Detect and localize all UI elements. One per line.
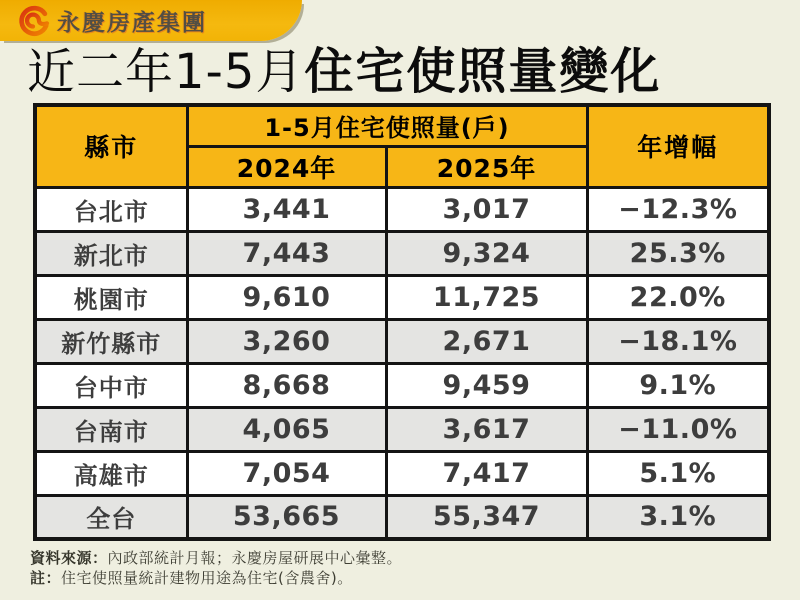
- table-row: [35, 187, 769, 231]
- table-row: [35, 363, 769, 407]
- table-row: [35, 319, 769, 363]
- cell-yoy: 9.1%: [587, 363, 769, 407]
- col-header-yoy: 年增幅: [587, 105, 769, 187]
- housing-permit-table: [33, 103, 771, 541]
- cell-2025: 9,459: [386, 363, 587, 407]
- cell-city: 高雄市: [35, 451, 187, 495]
- cell-2025: 3,017: [386, 187, 587, 231]
- yungching-spiral-icon: [16, 4, 50, 38]
- source-label: 資料來源：: [30, 549, 108, 567]
- cell-city: 台北市: [35, 187, 187, 231]
- col-header-group: 1-5月住宅使照量(戶): [187, 105, 587, 146]
- cell-city: 桃園市: [35, 275, 187, 319]
- cell-2025: 3,617: [386, 407, 587, 451]
- table-row: [35, 407, 769, 451]
- definition-note: [30, 568, 402, 588]
- cell-yoy: −11.0%: [587, 407, 769, 451]
- cell-2025: 11,725: [386, 275, 587, 319]
- table-row: [35, 231, 769, 275]
- table-row: [35, 495, 769, 539]
- cell-yoy: 3.1%: [587, 495, 769, 539]
- cell-2024: 4,065: [187, 407, 386, 451]
- footnotes: [30, 548, 402, 588]
- cell-yoy: −18.1%: [587, 319, 769, 363]
- col-header-city: 縣市: [35, 105, 187, 187]
- title-emphasis: 住宅使照量變化: [304, 43, 662, 100]
- table-row: [35, 451, 769, 495]
- cell-2025: 7,417: [386, 451, 587, 495]
- cell-city: 新北市: [35, 231, 187, 275]
- cell-2024: 9,610: [187, 275, 386, 319]
- cell-yoy: 25.3%: [587, 231, 769, 275]
- source-text: 內政部統計月報；永慶房屋研展中心彙整。: [107, 549, 403, 567]
- cell-2024: 8,668: [187, 363, 386, 407]
- page-title: [27, 44, 787, 105]
- cell-2025: 2,671: [386, 319, 587, 363]
- col-header-2025: 2025年: [386, 146, 587, 187]
- cell-yoy: 5.1%: [587, 451, 769, 495]
- cell-2024: 7,054: [187, 451, 386, 495]
- source-note: [30, 548, 402, 568]
- title-prefix: 近二年1-5月: [27, 44, 305, 100]
- table-header: [35, 105, 769, 187]
- cell-2024: 3,441: [187, 187, 386, 231]
- cell-2024: 53,665: [187, 495, 386, 539]
- cell-yoy: 22.0%: [587, 275, 769, 319]
- cell-2024: 7,443: [187, 231, 386, 275]
- cell-city: 新竹縣市: [35, 319, 187, 363]
- table-row: [35, 275, 769, 319]
- cell-yoy: −12.3%: [587, 187, 769, 231]
- col-header-2024: 2024年: [187, 146, 386, 187]
- cell-city: 台南市: [35, 407, 187, 451]
- brand-banner: [0, 0, 302, 41]
- cell-city: 台中市: [35, 363, 187, 407]
- cell-2024: 3,260: [187, 319, 386, 363]
- note-label: 註：: [30, 569, 62, 587]
- note-text: 住宅使照量統計建物用途為住宅(含農舍)。: [61, 569, 353, 587]
- brand-name: 永慶房產集團: [57, 10, 207, 36]
- cell-2025: 9,324: [386, 231, 587, 275]
- cell-city: 全台: [35, 495, 187, 539]
- cell-2025: 55,347: [386, 495, 587, 539]
